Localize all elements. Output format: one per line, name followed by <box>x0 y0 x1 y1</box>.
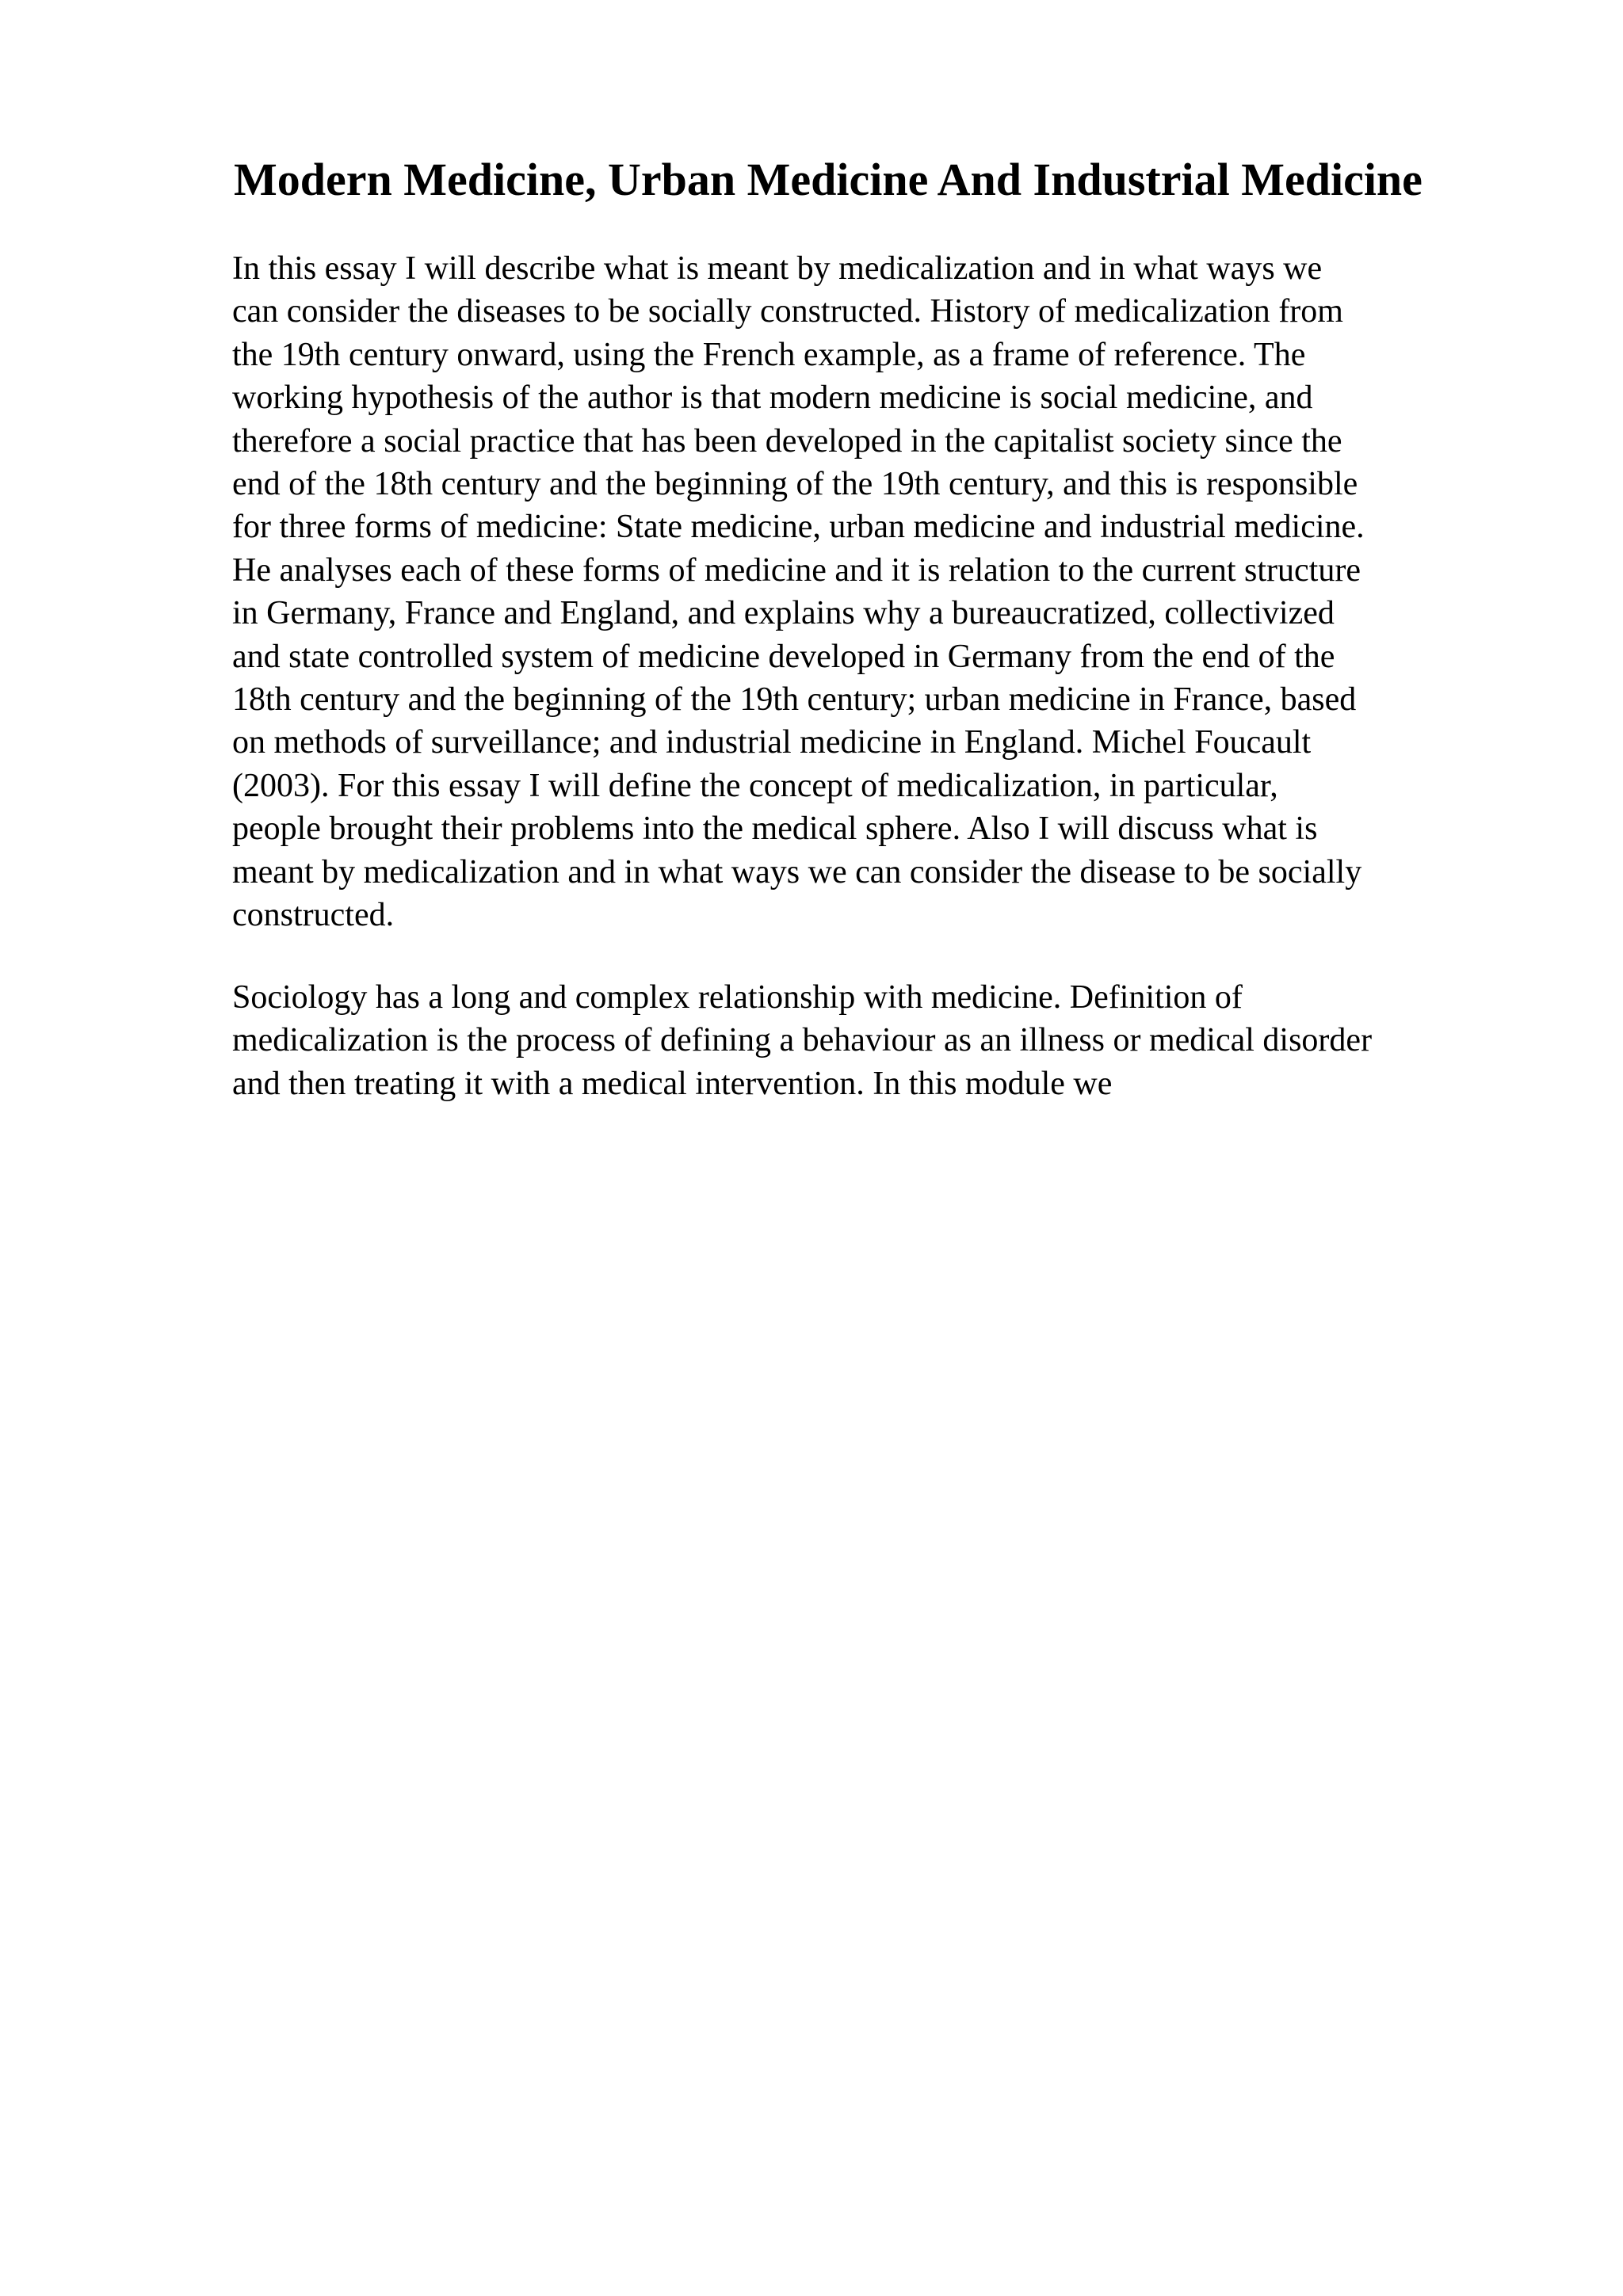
text-line: meant by medicalization and in what ways we can consider the disease to be socially <box>232 853 1362 891</box>
text-line: therefore a social practice that has been developed in the capitalist society since the <box>232 422 1342 460</box>
text-line: 18th century and the beginning of the 19th century; urban medicine in France, based <box>232 681 1357 719</box>
text-line: constructed. <box>232 897 395 934</box>
text-line: the 19th century onward, using the French example, as a frame of reference. The <box>232 336 1306 373</box>
document-title: Modern Medicine, Urban Medicine And Industrial Medicine <box>234 154 1423 205</box>
text-line: end of the 18th century and the beginning of the 19th century, and this is responsible <box>232 466 1358 503</box>
text-line: In this essay I will describe what is meant by medicalization and in what ways we <box>232 250 1323 287</box>
text-line: He analyses each of these forms of medicine and it is relation to the current structure <box>232 551 1361 589</box>
paragraph-sociology <box>232 976 1564 1105</box>
text-line: and state controlled system of medicine developed in Germany from the end of the <box>232 638 1335 675</box>
text-line: for three forms of medicine: State medicine, urban medicine and industrial medicine. <box>232 509 1365 546</box>
text-line: people brought their problems into the medical sphere. Also I will discuss what is <box>232 810 1318 848</box>
text-line: Sociology has a long and complex relationship with medicine. Definition of <box>232 979 1243 1016</box>
text-line: in Germany, France and England, and explains why a bureaucratized, collectivized <box>232 595 1335 632</box>
text-line: can consider the diseases to be socially constructed. History of medicalization from <box>232 293 1343 330</box>
text-line: working hypothesis of the author is that modern medicine is social medicine, and <box>232 379 1313 417</box>
text-line: on methods of surveillance; and industrial medicine in England. Michel Foucault <box>232 724 1312 761</box>
text-line: medicalization is the process of defining a behaviour as an illness or medical disorder <box>232 1022 1373 1059</box>
text-line: and then treating it with a medical intervention. In this module we <box>232 1065 1113 1102</box>
paragraph-introduction <box>232 247 1564 937</box>
text-line: (2003). For this essay I will define the concept of medicalization, in particular, <box>232 767 1278 804</box>
